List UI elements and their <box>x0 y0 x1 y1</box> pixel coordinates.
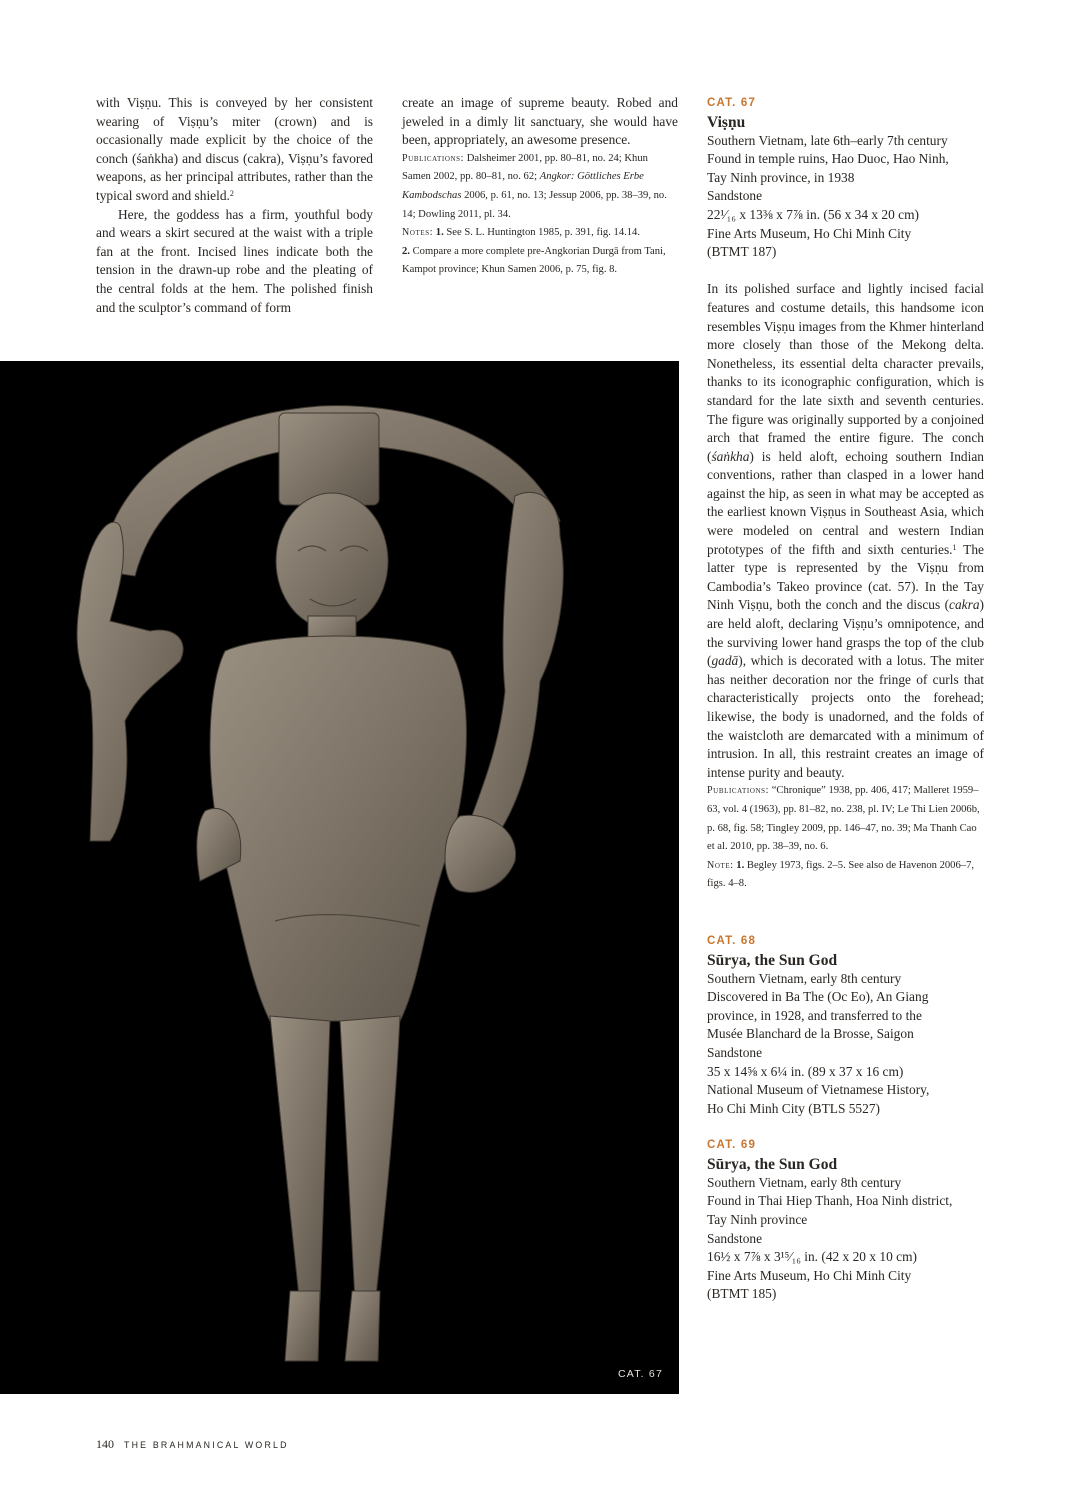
paragraph-text: with Viṣṇu. This is conveyed by her consistent wearing of Viṣṇu’s miter (crown) and is occasionally made explicit by the choice of the conch (śaṅkha) and discus (cakra), Viṣṇu’s favored weapons, as her principal attributes, rather than the typical sword and shield. <box>96 95 373 203</box>
essay-text: ) is held aloft, echoing southern Indian conventions, rather than clasped in a lower hand against the hip, as seen in what may be accepted as the earliest known Viṣṇus in Southeast Asia, which were modeled on central and western Indian prototypes of the fifth and sixth centuries. <box>707 448 984 557</box>
entry-accession: Ho Chi Minh City (BTLS 5527) <box>707 1100 880 1116</box>
essay-text: The latter type is represented by the Viṣṇu from Cambodia’s Takeo province (cat. 57). In the Tay Ninh Viṣṇu, both the conch and the discus ( <box>707 541 984 613</box>
entry-accession: (BTMT 185) <box>707 1286 777 1302</box>
notes-label: Notes: <box>402 227 434 239</box>
entry-collection: National Museum of Vietnamese History, <box>707 1082 930 1098</box>
note-text: Compare a more complete pre-Angkorian Durgā from Tani, Kampot province; Khun Samen 2006, p. 75, fig. 8. <box>402 245 666 276</box>
entry-provenance: Tay Ninh province, in 1938 <box>707 169 855 185</box>
entry-dimensions: 35 x 14⅝ x 6¼ in. (89 x 37 x 16 cm) <box>707 1063 904 1079</box>
vishnu-sculpture-illustration <box>0 361 679 1394</box>
entry-provenance: Musée Blanchard de la Brosse, Saigon <box>707 1026 914 1042</box>
catalogue-number: CAT. 68 <box>707 934 757 947</box>
essay-text: ) are held aloft, declaring Viṣṇu’s omnipotence, and the surviving lower hand grasps the top of the club ( <box>707 597 984 669</box>
entry-date: Southern Vietnam, late 6th–early 7th century <box>707 132 948 148</box>
publications-text: 2006, p. 61, no. 13; Jessup 2006, pp. 38–39, no. 14; Dowling 2011, pl. 34. <box>402 189 667 220</box>
essay-term: cakra <box>949 597 980 613</box>
publications-title: Angkor: Göttliches Erbe Kambodschas <box>402 171 644 201</box>
essay-text: In its polished surface and lightly incised facial features and costume details, this handsome icon resembles Viṣṇu images from the Khmer hinterland more closely than those of the Mekong delta. Nonetheless, its essential delta character prevails, thanks to its iconographic configuration, which is standard for the late sixth and seventh centuries. The figure was originally supported by a conjoined arch that framed the entire figure. The conch ( <box>707 281 984 464</box>
catalogue-entry-69 <box>707 1136 984 1304</box>
note-number: 2. <box>402 245 410 257</box>
entry-essay <box>707 280 984 782</box>
paragraph: create an image of supreme beauty. Robed and jeweled in a dimly lit sanctuary, she would have been, appropriately, an awesome presence. <box>402 95 678 148</box>
entry-date: Southern Vietnam, early 8th century <box>707 1174 902 1190</box>
figure-caption: CAT. 67 <box>618 1368 663 1380</box>
footnote-ref: 2 <box>229 188 234 198</box>
catalogue-title: Viṣṇu <box>707 113 746 131</box>
catalogue-title: Sūrya, the Sun God <box>707 1155 838 1173</box>
entry-accession: (BTMT 187) <box>707 244 777 260</box>
page-footer <box>96 1437 289 1452</box>
publications-label: Publications: <box>707 785 770 797</box>
entry-collection: Fine Arts Museum, Ho Chi Minh City <box>707 225 912 241</box>
publications-label: Publications: <box>402 152 465 164</box>
publications-text: “Chronique” 1938, pp. 406, 417; Malleret 1959–63, vol. 4 (1963), pp. 81–82, no. 238, pl. IV; Le Thi Lien 2006b, p. 68, fig. 58; Tingley 2009, pp. 146–47, no. 39; Ma Thanh Cao et al. 2010, pp. 38–39, no. 6. <box>707 785 980 853</box>
entry-material: Sandstone <box>707 188 763 204</box>
entry-provenance: province, in 1928, and transferred to the <box>707 1007 922 1023</box>
catalogue-entry-68 <box>707 932 984 1118</box>
publications <box>707 782 984 856</box>
catalogue-number: CAT. 67 <box>707 97 757 109</box>
essay-text: ), which is decorated with a lotus. The miter has neither decoration nor the fringe of curls that characteristically projects onto the forehead; likewise, the body is unadorned, and the folds of the waistcloth are demarcated with a minimum of intrusion. In all, this restraint creates an image of intense purity and beauty. <box>707 653 984 780</box>
notes-label: Note: <box>707 859 734 871</box>
publications <box>402 150 678 224</box>
entry-date: Southern Vietnam, early 8th century <box>707 970 902 986</box>
paragraph <box>96 94 373 206</box>
body-column-middle <box>402 94 678 280</box>
entry-material: Sandstone <box>707 1230 763 1246</box>
page-number: 140 <box>96 1437 114 1451</box>
note-number: 1. <box>736 859 745 871</box>
catalogue-column <box>707 94 984 1304</box>
essay-term: gadā <box>711 653 739 669</box>
entry-provenance: Found in temple ruins, Hao Duoc, Hao Ninh, <box>707 151 949 167</box>
body-column-left <box>96 94 373 317</box>
entry-provenance: Discovered in Ba The (Oc Eo), An Giang <box>707 989 929 1005</box>
entry-collection: Fine Arts Museum, Ho Chi Minh City <box>707 1267 912 1283</box>
notes <box>707 857 984 894</box>
note-text: Begley 1973, figs. 2–5. See also de Havenon 2006–7, figs. 4–8. <box>707 859 975 890</box>
entry-dimensions: 22¹⁄₁₆ x 13⅜ x 7⅞ in. (56 x 34 x 20 cm) <box>707 206 919 222</box>
entry-material: Sandstone <box>707 1044 763 1060</box>
publications-text: Dalsheimer 2001, pp. 80–81, no. 24; Khun Samen 2002, pp. 80–81, no. 62; <box>402 152 648 183</box>
note-number: 1. <box>435 227 444 239</box>
entry-provenance: Found in Thai Hiep Thanh, Hoa Ninh district, <box>707 1193 953 1209</box>
running-head: THE BRAHMANICAL WORLD <box>124 1440 289 1450</box>
entry-dimensions: 16½ x 7⅞ x 3¹⁵⁄₁₆ in. (42 x 20 x 10 cm) <box>707 1249 917 1265</box>
sculpture-photograph <box>0 361 679 1394</box>
notes <box>402 224 678 280</box>
catalogue-entry-67 <box>707 94 984 894</box>
catalogue-title: Sūrya, the Sun God <box>707 951 838 969</box>
footnote-ref: 1 <box>952 542 957 552</box>
catalogue-number: CAT. 69 <box>707 1139 757 1152</box>
entry-provenance: Tay Ninh province <box>707 1212 808 1228</box>
paragraph: Here, the goddess has a firm, youthful body and wears a skirt secured at the waist with a triple fan at the front. Incised lines indicate both the tension in the drawn-up robe and the pleating of the central folds at the hem. The polished finish and the sculptor’s command of form <box>96 206 373 315</box>
essay-term: śaṅkha <box>711 448 750 464</box>
note-text: See S. L. Huntington 1985, p. 391, fig. 14.14. <box>446 227 641 239</box>
